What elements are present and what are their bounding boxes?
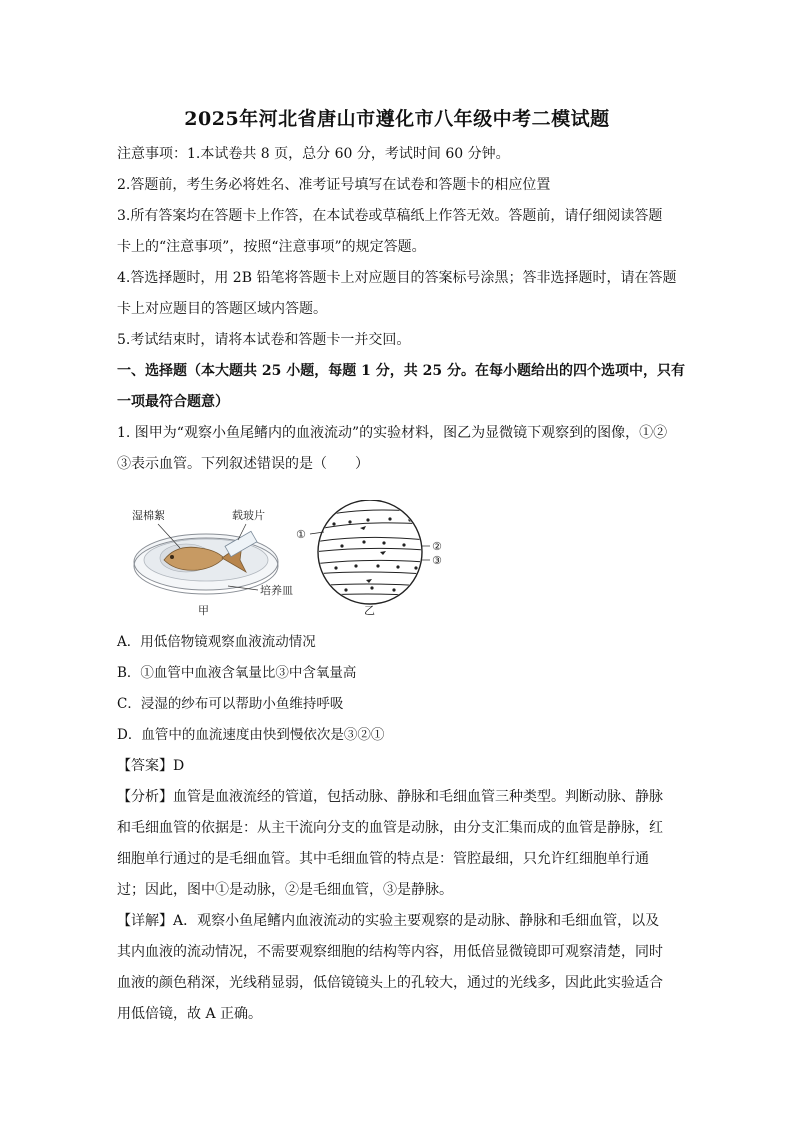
detail-line-3: 血液的颜色稍深，光线稍显弱，低倍镜镜头上的孔较大，通过的光线多，因此此实验适合: [117, 975, 663, 991]
label-petri-dish: 培养皿: [260, 584, 293, 597]
option-a: A．用低倍物镜观察血液流动情况: [117, 634, 316, 650]
note-line-1: 注意事项：1.本试卷共 8 页，总分 60 分，考试时间 60 分钟。: [117, 146, 510, 162]
caption-yi: 乙: [364, 604, 375, 617]
figure-yi: [296, 500, 442, 617]
option-d: D．血管中的血流速度由快到慢依次是③②①: [117, 727, 385, 743]
question-1-figure: [128, 500, 458, 620]
question-1-stem-line-2: ③表示血管。下列叙述错误的是（ ）: [117, 456, 369, 472]
option-c: C．浸湿的纱布可以帮助小鱼维持呼吸: [117, 696, 344, 712]
detail-line-1: 【详解】A．观察小鱼尾鳍内血液流动的实验主要观察的是动脉、静脉和毛细血管，以及: [117, 913, 660, 929]
detail-line-2: 其内血液的流动情况，不需要观察细胞的结构等内容，用低倍显微镜即可观察清楚，同时: [117, 944, 663, 960]
marker-1: ①: [296, 528, 306, 541]
note-line-4: 卡上的“注意事项”，按照“注意事项”的规定答题。: [117, 239, 426, 255]
option-b: B．①血管中血液含氧量比③中含氧量高: [117, 665, 357, 681]
note-line-2: 2.答题前，考生务必将姓名、准考证号填写在试卷和答题卡的相应位置: [117, 177, 551, 193]
note-line-5: 4.答选择题时，用 2B 铅笔将答题卡上对应题目的答案标号涂黑；答非选择题时，请在答题: [117, 270, 677, 286]
analysis-line-2: 和毛细血管的依据是：从主干流向分支的血管是动脉，由分支汇集而成的血管是静脉，红: [117, 820, 663, 836]
note-line-6: 卡上对应题目的答题区域内答题。: [117, 301, 327, 317]
figure-jia: [132, 508, 293, 617]
analysis-line-3: 细胞单行通过的是毛细血管。其中毛细血管的特点是：管腔最细，只允许红细胞单行通: [117, 851, 649, 867]
note-line-3: 3.所有答案均在答题卡上作答，在本试卷或草稿纸上作答无效。答题前，请仔细阅读答题: [117, 208, 663, 224]
section-heading-line-2: 一项最符合题意）: [117, 394, 229, 410]
marker-2: ②: [432, 540, 442, 553]
label-wet-cotton: 湿棉絮: [132, 509, 165, 522]
question-1-stem-line-1: 1. 图甲为“观察小鱼尾鳍内的血液流动”的实验材料，图乙为显微镜下观察到的图像，①②: [117, 425, 668, 441]
analysis-line-4: 过；因此，图中①是动脉，②是毛细血管，③是静脉。: [117, 882, 453, 898]
exam-title: 2025年河北省唐山市遵化市八年级中考二模试题: [184, 108, 610, 130]
caption-jia: 甲: [198, 604, 209, 617]
label-glass-slide: 载玻片: [232, 509, 265, 522]
note-line-7: 5.考试结束时，请将本试卷和答题卡一并交回。: [117, 332, 411, 348]
analysis-line-1: 【分析】血管是血液流经的管道，包括动脉、静脉和毛细血管三种类型。判断动脉、静脉: [117, 789, 663, 805]
detail-line-4: 用低倍镜，故 A 正确。: [117, 1006, 263, 1022]
section-heading-line-1: 一、选择题（本大题共 25 小题，每题 1 分，共 25 分。在每小题给出的四个选项中，只有: [117, 363, 685, 379]
marker-3: ③: [432, 554, 442, 567]
answer-line: 【答案】D: [117, 758, 185, 774]
